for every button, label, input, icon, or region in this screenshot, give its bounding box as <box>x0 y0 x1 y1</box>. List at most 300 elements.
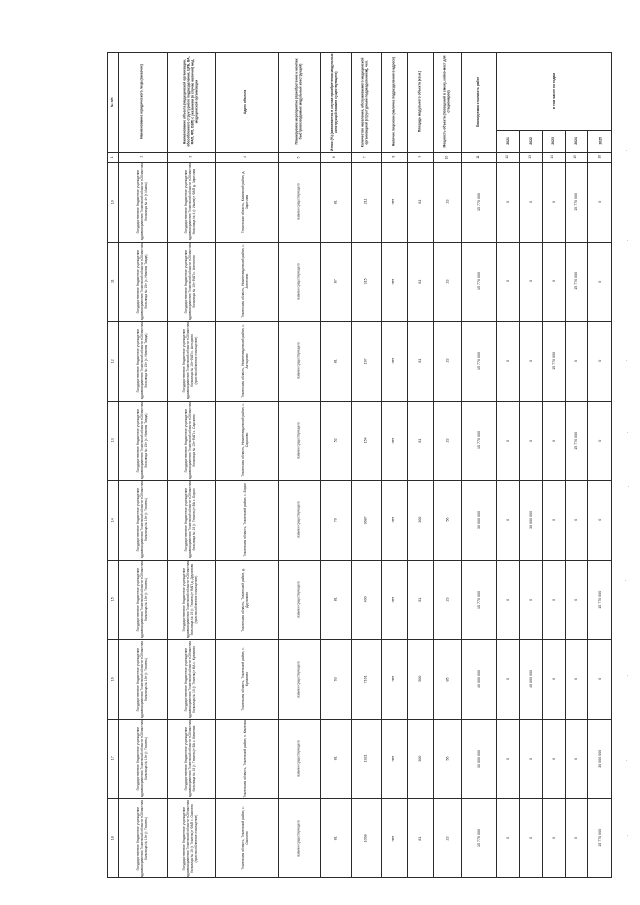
header-cost <box>461 52 496 152</box>
column-number <box>565 152 588 162</box>
cell-address <box>215 242 278 322</box>
cell-area-text: 300 <box>418 516 423 523</box>
cell-cost-text: 15 770 000 <box>476 351 481 370</box>
cell-address-text: Тюменская область, Нижнетавдинский район, с. Сарсково <box>241 403 250 478</box>
cell-measure <box>278 480 320 560</box>
cell-wear-text: 52 <box>333 438 338 443</box>
cell-y2024 <box>565 321 588 401</box>
cell-license <box>381 480 407 560</box>
cell-y2023-text: 0 <box>551 518 556 521</box>
header-address <box>215 52 278 152</box>
column-number <box>542 152 565 162</box>
cell-y2022-text: 30 000 000 <box>528 510 533 529</box>
cell-cost <box>461 401 496 481</box>
cell-area <box>407 798 433 878</box>
cell-measure <box>278 242 320 322</box>
cell-wear-text: 81 <box>333 199 338 204</box>
column-number <box>519 152 542 162</box>
cell-y2021 <box>496 639 519 719</box>
cell-num <box>107 560 118 640</box>
cell-license <box>381 401 407 481</box>
cell-y2023-text: 0 <box>551 598 556 601</box>
cell-address-text: Тюменская область, Тюменский район, с. Кулаково <box>241 647 250 711</box>
cell-pop-text: 211 <box>363 198 368 205</box>
cell-num <box>107 480 118 560</box>
cell-y2025 <box>587 798 612 878</box>
cell-wear-text: 87 <box>333 279 338 284</box>
cell-y2023-text: 0 <box>551 757 556 760</box>
grid-line <box>107 162 612 163</box>
cell-area-text: 81 <box>418 438 423 443</box>
cell-entity-text: Государственное бюджетное учреждение здравоохранения Тюменской области «Областная больница № 19» (г. Тюмень) <box>135 560 148 639</box>
cell-y2024 <box>565 401 588 481</box>
cell-area <box>407 242 433 322</box>
cell-license-text: нет <box>391 278 396 285</box>
grid-line <box>320 52 321 878</box>
cell-num <box>107 401 118 481</box>
cell-y2021 <box>496 242 519 322</box>
header-area-text: Площадь модульного объекта (кв.м.) <box>417 71 422 133</box>
cell-pop-text: 400 <box>363 596 368 603</box>
cell-y2021-text: 0 <box>505 200 510 203</box>
cell-y2025-text: 15 770 000 <box>597 590 602 609</box>
cell-measure-text: взамен существующего <box>295 740 300 777</box>
cell-license <box>381 719 407 799</box>
cell-y2024-text: 15 770 000 <box>573 272 578 291</box>
cell-y2023-text: 0 <box>551 837 556 840</box>
grid-line <box>107 152 612 153</box>
cell-num-text: 17 <box>110 756 115 761</box>
cell-wear <box>320 242 352 322</box>
cell-y2021 <box>496 719 519 799</box>
cell-entity <box>118 321 166 401</box>
cell-facility <box>167 242 215 322</box>
cell-area-text: 81 <box>418 199 423 204</box>
cell-y2024-text: 0 <box>573 837 578 840</box>
cell-license-text: нет <box>391 676 396 682</box>
cell-num-text: 11 <box>110 279 115 284</box>
cell-entity-text: Государственное бюджетное учреждение здравоохранения Тюменской области «Областная больница № 15» (с. Нижняя Тавда) <box>135 401 148 480</box>
cell-num <box>107 321 118 401</box>
cell-wear <box>320 560 352 640</box>
grid-line <box>496 52 497 878</box>
cell-facility <box>167 480 215 560</box>
cell-wear <box>320 639 352 719</box>
header-year-2022 <box>519 130 542 152</box>
cell-entity-text: Государственное бюджетное учреждение здравоохранения Тюменской области «Областная больница № 15» (с. Нижняя Тавда) <box>135 322 148 400</box>
grid-line <box>107 719 612 720</box>
cell-num-text: 15 <box>110 597 115 602</box>
cell-pop <box>351 560 381 640</box>
grid-line <box>107 639 612 640</box>
cell-capacity <box>433 639 461 719</box>
header-year-2021-text: 2021 <box>505 137 510 145</box>
cell-cost-text: 15 770 000 <box>476 192 481 211</box>
cell-capacity <box>433 719 461 799</box>
cell-address <box>215 719 278 799</box>
cell-y2022 <box>519 719 542 799</box>
grid-line <box>278 52 279 878</box>
cell-capacity <box>433 162 461 242</box>
column-number <box>381 152 407 162</box>
column-number <box>496 152 519 162</box>
cell-y2021-text: 0 <box>505 757 510 760</box>
cell-facility-text: Государственное бюджетное учреждение здравоохранения Тюменской области «Областная больница № 19 (г. Тюмень)» ВА с. Каменка <box>183 719 196 798</box>
header-year-2021 <box>496 130 519 152</box>
grid-line <box>461 52 462 878</box>
cell-entity <box>118 162 166 242</box>
cell-capacity <box>433 560 461 640</box>
cell-y2023 <box>542 480 565 560</box>
cell-y2022-text: 0 <box>528 837 533 840</box>
cell-y2024-text: 0 <box>573 598 578 601</box>
cell-capacity <box>433 321 461 401</box>
cell-measure <box>278 162 320 242</box>
cell-y2024-text: 0 <box>573 757 578 760</box>
grid-line <box>587 130 588 878</box>
cell-cost <box>461 242 496 322</box>
cell-y2025 <box>587 162 612 242</box>
cell-facility-text: Государственное бюджетное учреждение здравоохранения Тюменской области «Областная больница № 19 (г. Тюмень)» ВА с. Борки <box>183 481 196 559</box>
cell-license <box>381 639 407 719</box>
cell-address-text: Тюменская область, Тюменский район, с. Борки <box>243 483 248 557</box>
header-year-2025 <box>587 130 612 152</box>
cell-capacity-text: 56 <box>445 756 450 761</box>
cell-y2025-text: 0 <box>597 200 602 203</box>
cell-license <box>381 242 407 322</box>
cell-y2025 <box>587 480 612 560</box>
cell-y2022-text: 0 <box>528 280 533 283</box>
cell-y2025-text: 0 <box>597 280 602 283</box>
cell-pop <box>351 719 381 799</box>
cell-measure-text: взамен существующего <box>295 422 300 459</box>
cell-pop <box>351 321 381 401</box>
cell-y2024 <box>565 162 588 242</box>
cell-entity <box>118 639 166 719</box>
cell-y2023 <box>542 401 565 481</box>
column-number-text: 8 <box>391 156 396 158</box>
cell-entity <box>118 242 166 322</box>
cell-pop <box>351 639 381 719</box>
cell-num-text: 10 <box>110 199 115 204</box>
grid-line <box>519 130 520 878</box>
grid-line <box>167 52 168 878</box>
cell-y2023-text: 0 <box>551 200 556 203</box>
cell-area <box>407 162 433 242</box>
cell-capacity <box>433 480 461 560</box>
cell-y2021-text: 0 <box>505 439 510 442</box>
cell-area-text: 81 <box>418 836 423 841</box>
cell-wear-text: 81 <box>333 597 338 602</box>
header-year-2024-text: 2024 <box>574 137 579 145</box>
column-number-text: 3 <box>187 156 192 158</box>
cell-y2023 <box>542 321 565 401</box>
grid-line <box>407 52 408 878</box>
cell-wear <box>320 798 352 878</box>
cell-entity-text: Государственное бюджетное учреждение здравоохранения Тюменской области «Областная больница № 19» (г. Тюмень) <box>135 719 148 798</box>
cell-y2022 <box>519 560 542 640</box>
cell-address <box>215 401 278 481</box>
grid-line <box>433 52 434 878</box>
cell-area <box>407 321 433 401</box>
cell-y2024-text: 0 <box>573 678 578 681</box>
cell-address-text: Тюменская область, Тюменский район, с. Ожогино <box>241 806 250 870</box>
column-number <box>118 152 166 162</box>
cell-wear <box>320 401 352 481</box>
header-year-2022-text: 2022 <box>528 137 533 145</box>
cell-cost <box>461 162 496 242</box>
header-years-group-text: в том числе по годам <box>552 73 557 109</box>
cell-license-text: нет <box>391 437 396 444</box>
cell-license <box>381 321 407 401</box>
cell-y2022 <box>519 798 542 878</box>
cell-entity-text: Государственное бюджетное учреждение здравоохранения Тюменской области «Областная больница № 19» (г. Тюмень) <box>135 481 148 559</box>
cell-area <box>407 401 433 481</box>
cell-wear-text: 81 <box>333 358 338 363</box>
cell-cost <box>461 321 496 401</box>
cell-facility-text: Государственное бюджетное учреждение здравоохранения Тюменской области «Областная больница № 19 (г. Тюмень)» ФАП д. Друганово (приспособленное помещение) <box>181 560 198 639</box>
cell-y2023-text: 15 770 000 <box>551 351 556 370</box>
cell-address-text: Тюменская область, Тюменский район, д. Друганово <box>241 567 250 632</box>
cell-y2022-text: 0 <box>528 439 533 442</box>
header-years-group <box>496 52 612 130</box>
cell-measure-text: взамен существующего <box>295 342 300 379</box>
cell-entity-text: Государственное бюджетное учреждение здравоохранения Тюменской области «Областная больница № 4» (г. Ишим) <box>135 163 148 241</box>
cell-cost-text: 15 770 000 <box>476 431 481 450</box>
column-number <box>107 152 118 162</box>
column-number <box>215 152 278 162</box>
cell-num <box>107 719 118 799</box>
column-number-text: 7 <box>363 156 368 158</box>
cell-capacity-text: 23 <box>445 279 450 284</box>
header-facility <box>167 52 215 152</box>
grid-line <box>611 52 612 878</box>
header-wear <box>320 52 352 152</box>
cell-y2022-text: 0 <box>528 359 533 362</box>
cell-y2023-text: 0 <box>551 439 556 442</box>
cell-facility-text: Государственное бюджетное учреждение здравоохранения Тюменской области «Областная больница № 19 (г. Тюмень)» ВА с. Кулаково <box>183 640 196 718</box>
cell-area <box>407 719 433 799</box>
cell-y2021 <box>496 401 519 481</box>
column-number-text: 4 <box>243 156 248 158</box>
header-capacity <box>433 52 461 152</box>
cell-y2022-text: 0 <box>528 598 533 601</box>
cell-address-text: Тюменская область, Нижнетавдинский район, с. Ахтырово <box>241 323 250 398</box>
cell-facility <box>167 719 215 799</box>
cell-y2025 <box>587 242 612 322</box>
column-number-text: 9 <box>417 156 422 158</box>
cell-cost-text: 40 000 000 <box>476 670 481 689</box>
cell-y2021-text: 0 <box>505 678 510 681</box>
cell-capacity <box>433 798 461 878</box>
cell-y2021-text: 0 <box>505 837 510 840</box>
header-license-text: Наличие лицензии (наличие подразделения в адресе) <box>391 57 396 147</box>
cell-facility <box>167 560 215 640</box>
cell-entity <box>118 480 166 560</box>
cell-num <box>107 162 118 242</box>
cell-y2025-text: 0 <box>597 359 602 362</box>
cell-capacity-text: 23 <box>445 438 450 443</box>
column-number <box>461 152 496 162</box>
cell-y2024 <box>565 719 588 799</box>
cell-pop-text: 7161 <box>363 675 368 684</box>
cell-y2025-text: 0 <box>597 439 602 442</box>
grid-line <box>381 52 382 878</box>
cell-pop <box>351 798 381 878</box>
cell-area <box>407 480 433 560</box>
cell-pop <box>351 480 381 560</box>
cell-capacity <box>433 401 461 481</box>
cell-pop <box>351 162 381 242</box>
cell-y2025-text: 0 <box>597 678 602 681</box>
cell-license <box>381 560 407 640</box>
grid-line <box>107 52 108 878</box>
cell-y2022-text: 0 <box>528 757 533 760</box>
cell-entity <box>118 719 166 799</box>
cell-num <box>107 798 118 878</box>
column-number <box>407 152 433 162</box>
grid-line <box>107 401 612 402</box>
cell-pop <box>351 401 381 481</box>
cell-y2024 <box>565 798 588 878</box>
cell-address <box>215 798 278 878</box>
column-number-text: 10 <box>444 155 449 159</box>
cell-y2025-text: 0 <box>597 518 602 521</box>
cell-wear-text: 70 <box>333 517 338 522</box>
cell-address-text: Тюменская область, Нижнетавдинский район, с. Антипино <box>241 244 250 319</box>
grid-line <box>107 877 612 878</box>
header-population <box>351 52 381 152</box>
cell-cost-text: 30 000 000 <box>476 749 481 768</box>
cell-capacity <box>433 242 461 322</box>
grid-line <box>107 560 612 561</box>
column-number-text: 2 <box>139 156 144 158</box>
cell-wear <box>320 480 352 560</box>
cell-y2022 <box>519 401 542 481</box>
cell-y2021 <box>496 560 519 640</box>
cell-cost-text: 30 000 000 <box>476 510 481 529</box>
cell-y2023-text: 0 <box>551 678 556 681</box>
grid-line <box>107 242 612 243</box>
cell-license-text: нет <box>391 755 396 762</box>
cell-y2025-text: 30 000 000 <box>597 749 602 768</box>
cell-facility-text: Государственное бюджетное учреждение здравоохранения Тюменской области «Областная больница № 15» ФАП с. Антипино <box>183 242 196 321</box>
cell-y2022 <box>519 321 542 401</box>
cell-y2023 <box>542 242 565 322</box>
cell-entity-text: Государственное бюджетное учреждение здравоохранения Тюменской области «Областная больница № 19» (г. Тюмень) <box>135 799 148 877</box>
header-year-2023 <box>542 130 565 152</box>
cell-pop-text: 315 <box>363 278 368 285</box>
cell-facility-text: Государственное бюджетное учреждение здравоохранения Тюменской области «Областная больница № 15» ФАП с. Сарсково <box>183 401 196 480</box>
cell-y2021 <box>496 798 519 878</box>
cell-license <box>381 162 407 242</box>
cell-cost-text: 15 770 000 <box>476 590 481 609</box>
cell-y2022 <box>519 162 542 242</box>
column-number-text: 6 <box>332 156 337 158</box>
header-license <box>381 52 407 152</box>
cell-y2024 <box>565 560 588 640</box>
header-population-text: Количество населения, обслуживаемого медицинской организацией (структурным подразделением), чел. <box>361 57 370 147</box>
cell-measure-text: взамен существующего <box>295 263 300 300</box>
grid-line <box>542 130 543 878</box>
cell-y2024 <box>565 480 588 560</box>
cell-y2023-text: 0 <box>551 280 556 283</box>
cell-facility <box>167 321 215 401</box>
cell-facility <box>167 639 215 719</box>
cell-facility-text: Государственное бюджетное учреждение здравоохранения Тюменской области «Областная больница № 19 (г. Тюмень)» ФАП с. Ожогино (приспособленное помещение) <box>181 799 198 877</box>
cell-facility <box>167 401 215 481</box>
cell-y2023 <box>542 560 565 640</box>
cell-capacity-text: 85 <box>445 677 450 682</box>
column-number <box>433 152 461 162</box>
cell-num-text: 13 <box>110 438 115 443</box>
cell-measure <box>278 560 320 640</box>
grid-line <box>107 798 612 799</box>
column-number <box>587 152 612 162</box>
column-number-text: 14 <box>550 155 555 159</box>
cell-pop <box>351 242 381 322</box>
cell-wear-text: 81 <box>333 836 338 841</box>
grid-line <box>351 52 352 878</box>
cell-entity <box>118 798 166 878</box>
cell-area <box>407 560 433 640</box>
cell-cost-text: 15 770 000 <box>476 829 481 848</box>
cell-y2023 <box>542 639 565 719</box>
cell-entity-text: Государственное бюджетное учреждение здравоохранения Тюменской области «Областная больница № 19» (г. Тюмень) <box>135 640 148 718</box>
cell-measure <box>278 639 320 719</box>
cell-capacity-text: 23 <box>445 597 450 602</box>
cell-num-text: 14 <box>110 517 115 522</box>
cell-measure-text: взамен существующего <box>295 661 300 698</box>
cell-facility-text: Государственное бюджетное учреждение здравоохранения Тюменской области «Областная больница № 4 (г. Ишим)» ФАП д. Заречная <box>183 163 196 241</box>
grid-line <box>107 480 612 481</box>
cell-pop-text: 3687 <box>363 515 368 524</box>
header-measure-text: Планируемое мероприятие (приобретение и монтаж быстровозводимых модульных конструкций) <box>293 58 302 145</box>
cell-y2022-text: 0 <box>528 200 533 203</box>
column-number-text: 13 <box>527 155 532 159</box>
cell-address-text: Тюменская область, Казанский район, д. Заречная <box>241 170 250 233</box>
cell-y2022 <box>519 242 542 322</box>
cell-wear-text: 81 <box>333 756 338 761</box>
cell-y2021 <box>496 321 519 401</box>
cell-num-text: 12 <box>110 358 115 363</box>
cell-num <box>107 639 118 719</box>
column-number <box>278 152 320 162</box>
cell-num-text: 18 <box>110 836 115 841</box>
header-num <box>107 52 118 152</box>
header-wear-text: Износ (%) (заполняется в случае приобретения модульных конструкций взамен существующего) <box>330 53 339 151</box>
cell-area <box>407 639 433 719</box>
cell-y2024-text: 0 <box>573 359 578 362</box>
cell-area-text: 81 <box>418 358 423 363</box>
cell-pop-text: 154 <box>363 437 368 444</box>
header-entity-text: Наименование юридического лица (заказчик) <box>139 64 144 140</box>
cell-capacity-text: 56 <box>445 517 450 522</box>
header-measure <box>278 52 320 152</box>
cell-y2025 <box>587 719 612 799</box>
cell-pop-text: 1038 <box>363 834 368 843</box>
grid-line <box>107 52 612 53</box>
cell-measure-text: взамен существующего <box>295 820 300 857</box>
cell-num <box>107 242 118 322</box>
cell-y2025 <box>587 401 612 481</box>
cell-cost <box>461 798 496 878</box>
cell-address-text: Тюменская область, Тюменский район, п. Каменка <box>243 719 248 798</box>
cell-y2024-text: 0 <box>573 518 578 521</box>
column-number-text: 15 <box>573 155 578 159</box>
cell-measure <box>278 719 320 799</box>
cell-facility <box>167 798 215 878</box>
